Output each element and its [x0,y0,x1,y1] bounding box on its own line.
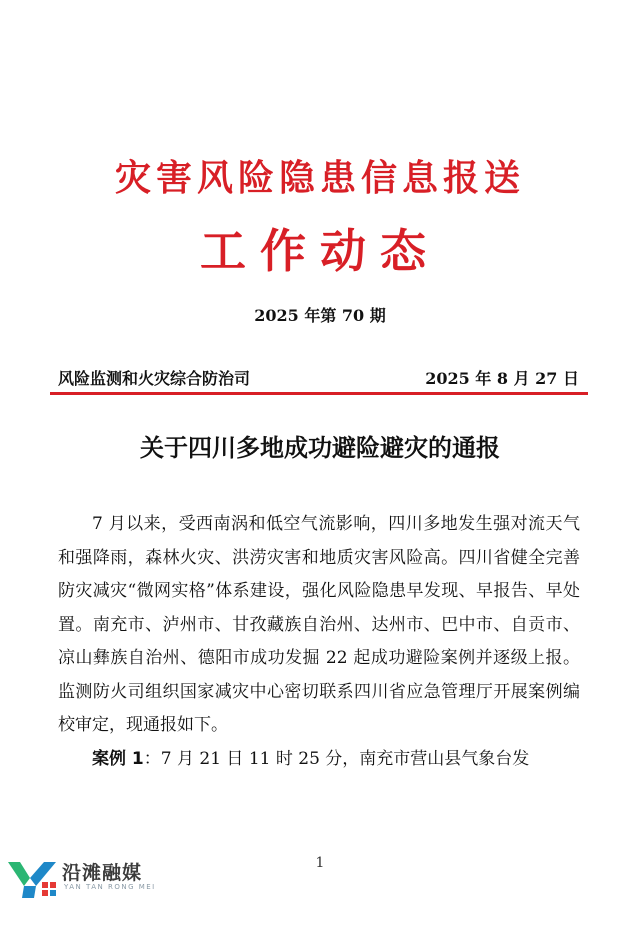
document-title: 关于四川多地成功避险避灾的通报 [140,434,500,462]
document-body [58,508,580,776]
case-paragraph [58,743,580,777]
red-divider [50,392,588,395]
case-text: ：7 月 21 日 11 时 25 分，南充市营山县气象台发 [143,748,530,769]
watermark-logo [6,856,176,900]
body-paragraph: 7 月以来，受西南涡和低空气流影响，四川多地发生强对流天气和强降雨，森林火灾、洪涝灾害和地质灾害风险高。四川省健全完善防灾减灾“微网实格”体系建设，强化风险隐患早发现、早报告、早处置。南充市、泸州市、甘孜藏族自治州、达州市、巴中市、自贡市、凉山彝族自治州、德阳市成功发掘 22 起成功避险案例并逐级上报。监测防火司组织国家减灾中心密切联系四川省应急管理厅开展案例编校审定，现通报如下。 [58,514,580,735]
header-info-row [58,366,583,390]
masthead-subtitle: 工作动态 [200,224,440,278]
issue-date: 2025 年 8 月 27 日 [425,369,579,388]
watermark-name: 沿滩融媒 [62,862,143,884]
issue-number: 2025 年第 70 期 [254,306,386,325]
yantan-logo-icon [6,856,60,900]
watermark-pinyin: YAN TAN RONG MEI [64,883,156,891]
page-number: 1 [315,855,325,871]
department-name: 风险监测和火灾综合防治司 [58,369,251,388]
masthead-title: 灾害风险隐患信息报送 [114,157,525,199]
case-label: 案例 1 [92,748,144,769]
